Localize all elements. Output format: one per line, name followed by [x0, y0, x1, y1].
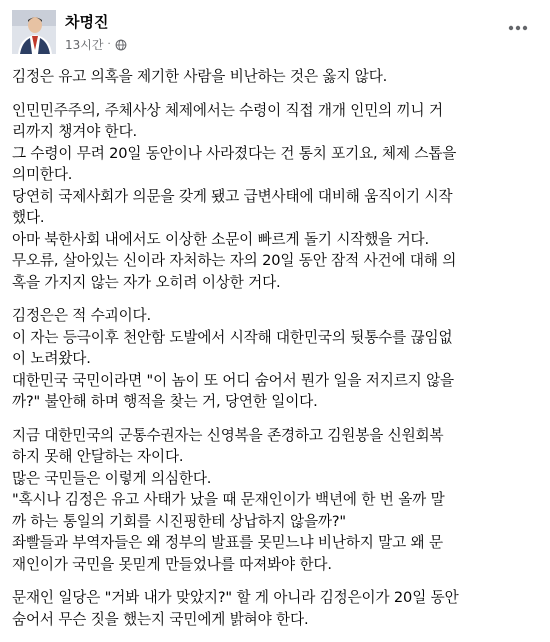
- post-timestamp[interactable]: 13시간: [65, 38, 104, 52]
- post-text-line: 지금 대한민국의 군통수권자는 신영복을 존경하고 김원봉을 신원회복: [12, 426, 444, 444]
- post-text-line: 대한민국 국민이라면 "이 놈이 또 어디 숨어서 뭔가 일을 저지르지 않을: [12, 371, 454, 389]
- post-paragraph: [12, 66, 532, 88]
- post-text-line: 문재인 일당은 "거봐 내가 맞았지?" 할 게 아니라 김정은이가 20일 동안: [12, 589, 459, 606]
- post-text-line: "혹시나 김정은 유고 사태가 났을 때 문재인이가 백년에 한 번 올까 말: [12, 491, 445, 508]
- avatar-image: [12, 10, 56, 54]
- post-paragraph: [12, 587, 532, 630]
- post-text-line: 당연히 국제사회가 의문을 갖게 됐고 급변사태에 대비해 움직이기 시작: [12, 187, 453, 205]
- post-text-line: 혹을 가지지 않는 자가 오히려 이상한 거다.: [12, 273, 281, 291]
- post-paragraph: [12, 425, 532, 576]
- globe-icon[interactable]: [115, 39, 127, 51]
- post-text-line: 좌빨들과 부역자들은 왜 정부의 발표를 못믿느냐 비난하지 말고 왜 문: [12, 534, 443, 551]
- more-horizontal-icon: [508, 25, 528, 31]
- post-paragraph: [12, 305, 532, 413]
- post-text-line: 리까지 챙겨야 한다.: [12, 123, 138, 140]
- post-text-line: 재인이가 국민을 못믿게 만들었나를 따져봐야 한다.: [12, 555, 332, 573]
- post-text-line: 무오류, 살아있는 신이라 자처하는 자의 20일 동안 잠적 사건에 대해 의: [12, 252, 457, 269]
- post-text-line: 김정은은 적 수괴이다.: [12, 307, 151, 324]
- post-text-line: 많은 국민들은 이렇게 의심한다.: [12, 469, 212, 487]
- post-text-line: 까 하는 통일의 기회를 시진핑한테 상납하지 않을까?": [12, 512, 346, 530]
- post-text-line: 했다.: [12, 209, 45, 226]
- post-paragraph: [12, 100, 532, 294]
- author-name[interactable]: 차명진: [65, 13, 109, 31]
- more-options-button[interactable]: [504, 14, 532, 42]
- author-avatar[interactable]: [12, 10, 56, 54]
- post-text-line: 하지 못해 안달하는 자이다.: [12, 448, 184, 465]
- post-text-line: 숨어서 무슨 짓을 했는지 국민에게 밝혀야 한다.: [12, 610, 309, 628]
- post-text-line: 아마 북한사회 내에서도 이상한 소문이 빠르게 돌기 시작했을 거다.: [12, 230, 429, 248]
- post-body: [12, 66, 532, 642]
- post-text-line: 이 자는 등극이후 천안함 도발에서 시작해 대한민국의 뒷통수를 끊임없: [12, 328, 453, 346]
- post-meta: [65, 36, 127, 53]
- post-text-line: 이 노려왔다.: [12, 350, 91, 367]
- post-text-line: 의미한다.: [12, 166, 73, 183]
- meta-separator: ·: [107, 39, 111, 50]
- post-text-line: 그 수령이 무려 20일 동안이나 사라졌다는 건 통치 포기요, 체제 스톱을: [12, 144, 457, 162]
- post-text-line: 까?" 불안해 하며 행적을 찾는 거, 당연한 일이다.: [12, 393, 318, 410]
- post-header: [12, 8, 538, 58]
- post-text-line: 인민민주주의, 주체사상 체제에서는 수령이 직접 개개 인민의 끼니 거: [12, 101, 443, 119]
- post-text-line: 김정은 유고 의혹을 제기한 사람을 비난하는 것은 옳지 않다.: [12, 68, 388, 85]
